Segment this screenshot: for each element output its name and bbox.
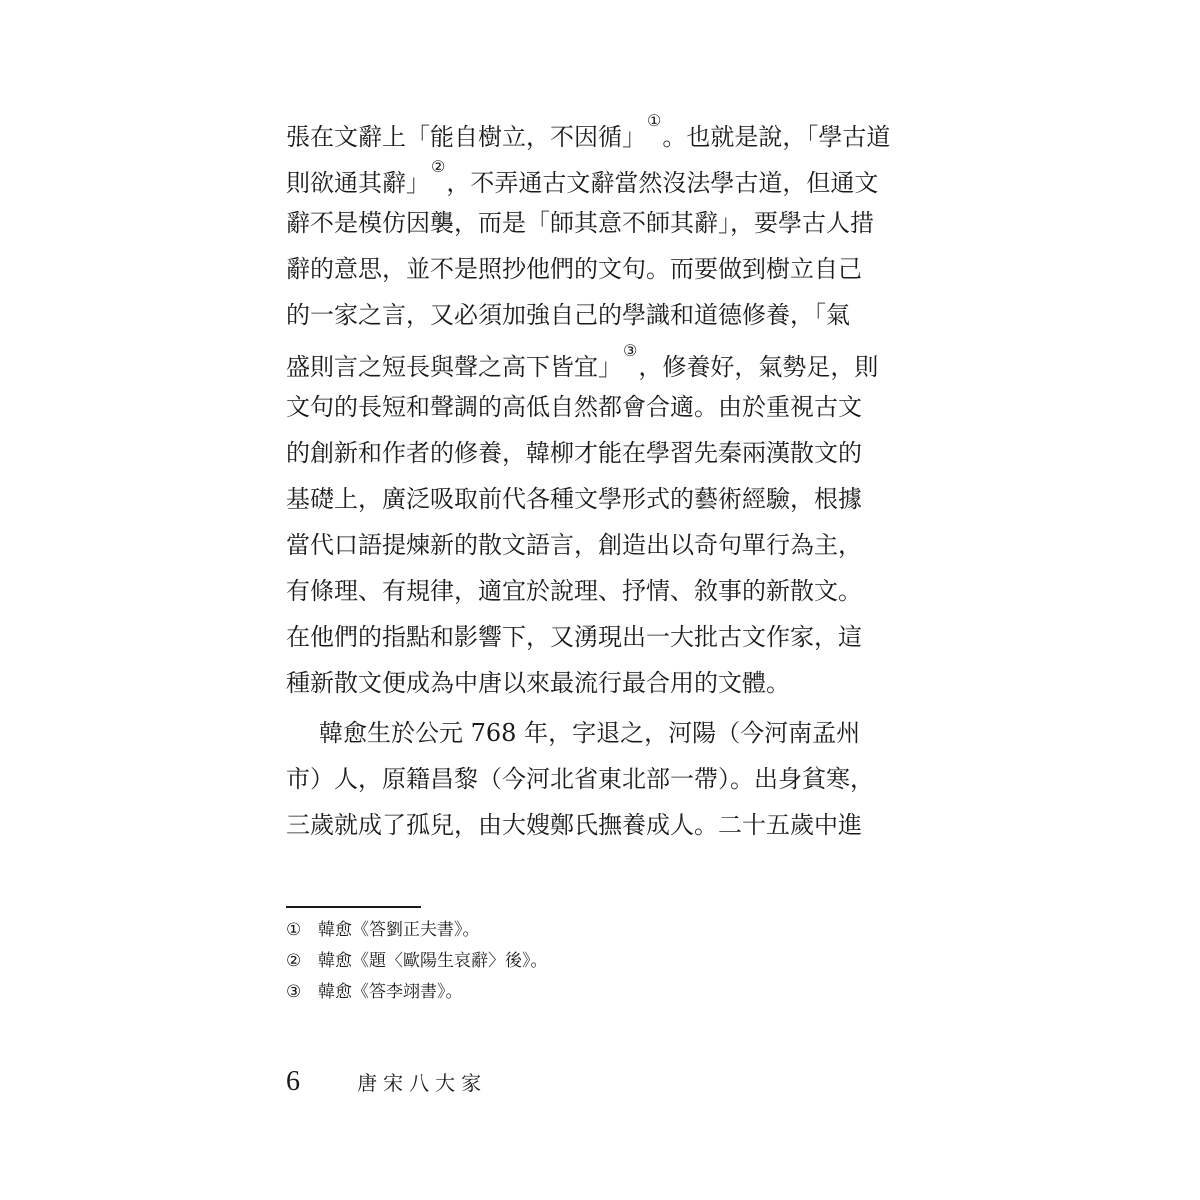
footnotes	[286, 915, 856, 1008]
text-line: 韓愈生於公元 768 年，字退之，河陽（今河南孟州	[319, 719, 861, 747]
text-line	[286, 338, 879, 384]
footnote-marker[interactable]: ①	[647, 111, 662, 130]
footnote-number: ①	[286, 920, 302, 940]
footnote	[286, 915, 856, 946]
footnote-text: 韓愈《答李翊書》。	[318, 982, 463, 1002]
text-line: 當代口語提煉新的散文語言，創造出以奇句單行為主，	[286, 531, 862, 559]
footnote-marker[interactable]: ③	[623, 341, 638, 360]
text-line: 種新散文便成為中唐以來最流行最合用的文體。	[286, 669, 790, 697]
text-run: 張在文辭上「能自樹立，不因循」	[286, 123, 646, 151]
footnote	[286, 977, 856, 1008]
text-run: ，不弄通古文辭當然沒法學古道，但通文	[446, 169, 879, 197]
text-line: 的創新和作者的修養，韓柳才能在學習先秦兩漢散文的	[286, 439, 862, 467]
text-run: 。也就是說，「學古道	[662, 123, 891, 151]
text-run: ，修養好，氣勢足，則	[638, 353, 879, 381]
text-run: 則欲通其辭」	[286, 169, 430, 197]
text-line	[286, 108, 891, 154]
footnote-number: ③	[286, 982, 302, 1002]
page-number: 6	[286, 1066, 300, 1097]
text-line: 辭不是模仿因襲，而是「師其意不師其辭」，要學古人措	[286, 209, 874, 237]
text-line	[286, 154, 879, 200]
page-footer	[286, 1062, 487, 1102]
text-line: 三歲就成了孤兒，由大嫂鄭氏撫養成人。二十五歲中進	[286, 811, 862, 839]
text-line: 有條理、有規律，適宜於說理、抒情、敘事的新散文。	[286, 577, 862, 605]
footnote-divider	[286, 906, 421, 908]
footnote-text: 韓愈《題〈歐陽生哀辭〉後》。	[318, 951, 548, 971]
text-line: 的一家之言，又必須加強自己的學識和道德修養，「氣	[286, 301, 850, 329]
body-text	[286, 108, 891, 848]
running-title: 唐宋八大家	[357, 1071, 488, 1095]
footnote-text: 韓愈《答劉正夫書》。	[318, 920, 480, 940]
text-line: 文句的長短和聲調的高低自然都會合適。由於重視古文	[286, 393, 862, 421]
footnote-marker[interactable]: ②	[431, 157, 446, 176]
text-run: 盛則言之短長與聲之高下皆宜」	[286, 353, 622, 381]
text-line: 在他們的指點和影響下，又湧現出一大批古文作家，這	[286, 623, 862, 651]
text-line: 基礎上，廣泛吸取前代各種文學形式的藝術經驗，根據	[286, 485, 862, 513]
footnote	[286, 946, 856, 977]
text-line: 市）人，原籍昌黎（今河北省東北部一帶）。出身貧寒，	[286, 765, 874, 793]
footnote-number: ②	[286, 951, 302, 971]
text-line: 辭的意思，並不是照抄他們的文句。而要做到樹立自己	[286, 255, 862, 283]
